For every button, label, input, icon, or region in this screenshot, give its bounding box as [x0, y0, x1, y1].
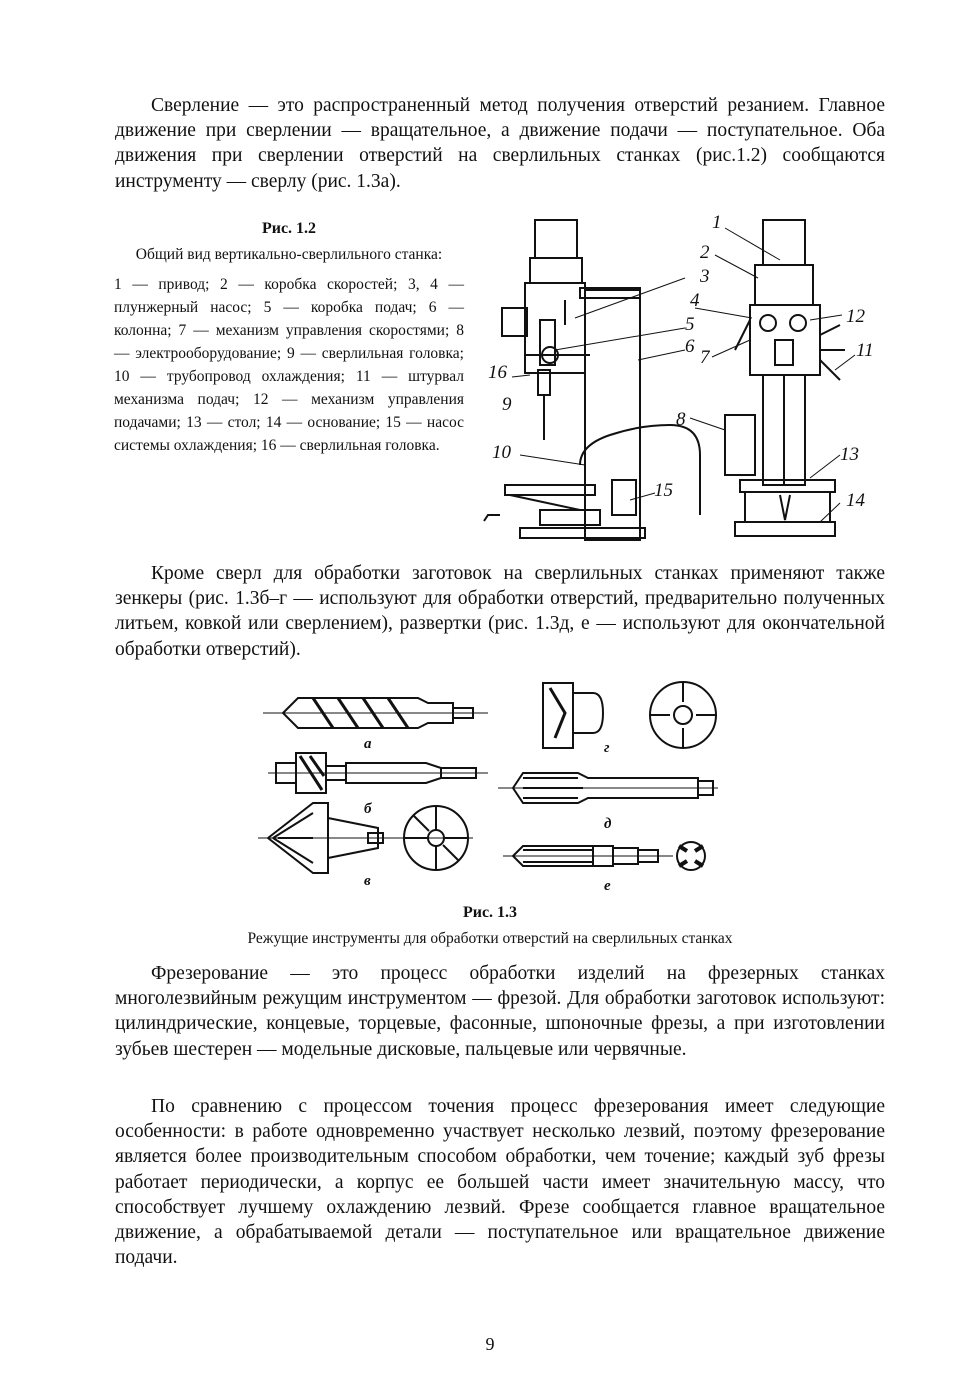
fig13-label-d: д	[604, 816, 612, 832]
fig13-label-b: б	[364, 801, 372, 817]
label-5: 5	[685, 314, 695, 335]
label-2: 2	[700, 242, 710, 263]
paragraph-countersinks: Кроме сверл для обработки заготовок на сверлильных станках применяют также зенкеры (рис. 1.3б–г — используют для обработки отверстий, предварительно полученных литьем, ковкой или сверлением), развертки (рис. 1.3д, е — используют для окончательной обработки отверстий).	[115, 563, 885, 660]
paragraph-milling-features: По сравнению с процессом точения процесс фрезерования имеет следующие особенности: в работе одновременно участвует несколько лезвий, поэтому фрезерование является более производительным способом обработки, чем точение; каждый зуб фрезы работает периодически, а корпус ее большей части имеет значительную массу, что способствует лучшему охлаждению лезвий. Фрезе сообщается главное вращательное движение, а обрабатываемой детали — поступательное или вращательное движение подачи.	[115, 1096, 885, 1269]
label-7: 7	[700, 347, 710, 368]
label-15: 15	[654, 480, 673, 501]
figure-1-2-legend: 1 — привод; 2 — коробка скоростей; 3, 4 — плунжерный насос; 5 — коробка подач; 6 — колонна; 7 — механизм управления скоростями; 8 — электрооборудование; 9 — сверлильная головка; 10 — трубопровод охлаждения; 11 — штурвал механизма подач; 12 — механизм управления подачами; 13 — стол; 14 — основание; 15 — насос системы охлаждения; 16 — сверлильная головка.	[114, 276, 464, 454]
label-10: 10	[492, 442, 511, 463]
figure-1-2-caption	[114, 220, 464, 457]
label-3: 3	[700, 266, 710, 287]
figure-1-3-caption	[115, 904, 865, 948]
label-16: 16	[488, 362, 507, 383]
paragraph-milling: Фрезерование — это процесс обработки изделий на фрезерных станках многолезвийным режущим инструментом — фрезой. Для обработки заготовок используют: цилиндрические, концевые, торцевые, фасонные, шпоночные фрезы, а при изготовлении зубьев шестерен — модельные дисковые, пальцевые или червячные.	[115, 963, 885, 1060]
tool-drill-a	[263, 698, 488, 728]
label-1: 1	[712, 212, 722, 233]
fig13-label-e: е	[604, 878, 611, 894]
tool-reamer-e	[503, 842, 705, 870]
figure-1-2-title: Рис. 1.2	[261, 220, 317, 237]
label-12: 12	[846, 306, 865, 327]
label-8: 8	[676, 409, 686, 430]
fig13-label-g: г	[604, 740, 610, 756]
label-9: 9	[502, 394, 512, 415]
page-number: 9	[485, 1334, 495, 1354]
fig13-label-a: а	[364, 736, 372, 752]
figure-1-3-drawing	[258, 678, 728, 898]
figure-1-2-subtitle: Общий вид вертикально-сверлильного станка:	[135, 246, 443, 263]
label-4: 4	[690, 290, 700, 311]
drill-press-front-view	[725, 220, 845, 536]
tool-countersink-g	[543, 682, 716, 748]
label-14: 14	[846, 490, 865, 511]
tool-reamer-d	[498, 773, 718, 803]
figure-1-3-subtitle: Режущие инструменты для обработки отверстий на сверлильных станках	[247, 930, 733, 947]
figure-1-2-drawing	[480, 210, 900, 545]
label-6: 6	[685, 336, 695, 357]
label-13: 13	[840, 444, 859, 465]
figure-1-3-title: Рис. 1.3	[462, 904, 518, 921]
label-11: 11	[856, 340, 874, 361]
paragraph-drilling: Сверление — это распространенный метод получения отверстий резанием. Главное движение при сверлении — вращательное, а движение подачи — поступательное. Оба движения при сверлении отверстий на сверлильных станках (рис.1.2) сообщаются инструменту — сверлу (рис. 1.3а).	[115, 95, 885, 192]
tool-countersink-b	[268, 753, 488, 793]
fig13-label-v: в	[364, 873, 371, 889]
